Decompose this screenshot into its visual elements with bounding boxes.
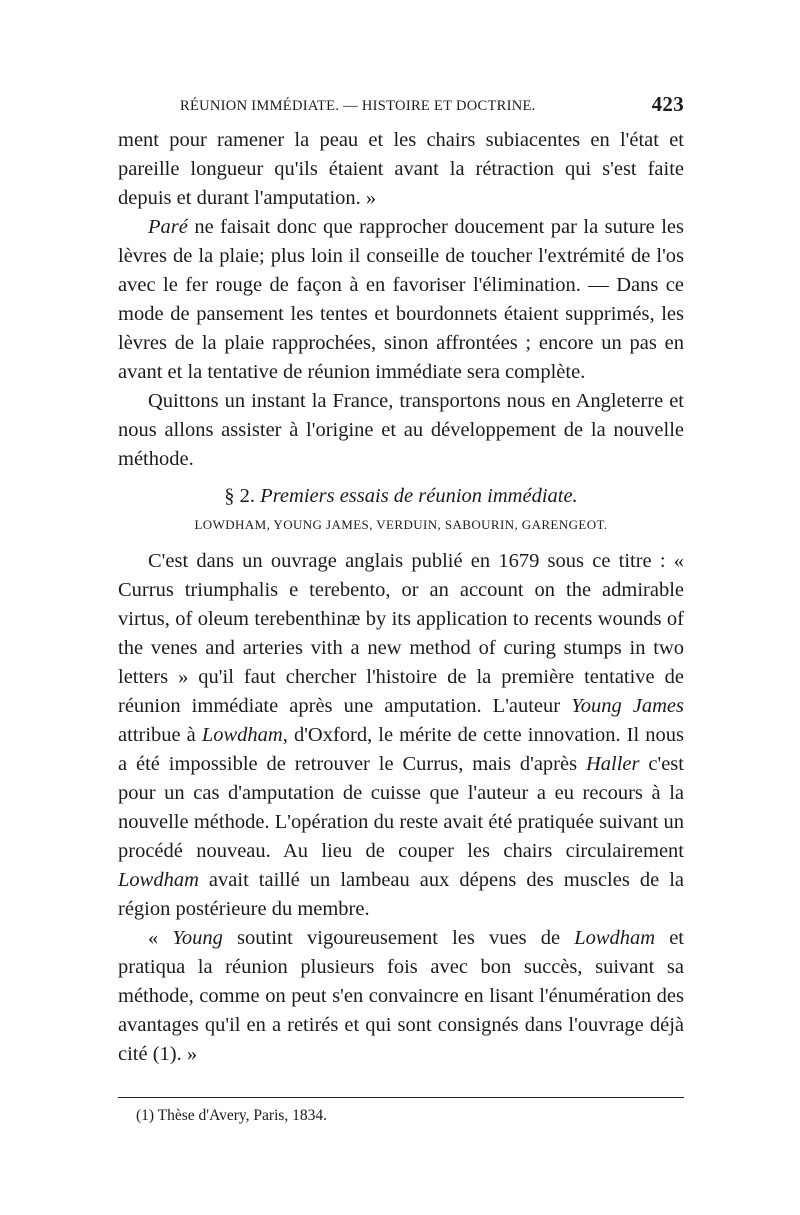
body-text	[118, 126, 684, 1069]
name-pare: Paré	[148, 216, 188, 238]
paragraph-5-text-a: «	[148, 927, 173, 949]
name-young: Young	[172, 927, 223, 949]
section-heading	[118, 482, 684, 511]
name-lowdham-3: Lowdham	[574, 927, 656, 949]
name-haller: Haller	[585, 753, 640, 775]
section-number: § 2.	[224, 485, 261, 507]
paragraph-1	[118, 126, 684, 213]
section-names: LOWDHAM, YOUNG JAMES, VERDUIN, SABOURIN, GARENGEOT.	[194, 517, 608, 532]
footnote: (1) Thèse d'Avery, Paris, 1834.	[136, 1107, 328, 1124]
name-lowdham: Lowdham	[201, 724, 283, 746]
paragraph-5-text-b: soutint vigoureusement les vues de	[222, 927, 575, 949]
footnote-rule	[118, 1097, 684, 1098]
paragraph-4	[118, 547, 684, 924]
name-lowdham-2: Lowdham	[118, 869, 199, 891]
running-title: RÉUNION IMMÉDIATE. — HISTOIRE ET DOCTRINE.	[180, 98, 536, 114]
paragraph-1-text: ment pour ramener la peau et les chairs subiacentes en l'état et pareille longueur qu'ils étaient avant la rétraction qui s'est faite depuis et durant l'amputation. »	[118, 129, 684, 209]
paragraph-4-text-b: attribue à	[118, 724, 202, 746]
paragraph-5-text-c: et pratiqua la réunion plusieurs fois avec bon succès, suivant sa méthode, comme on peut s'en convaincre en lisant l'énumération des avantages qu'il en a retirés et qui sont consignés dans l'ouvrage déjà cité (1). »	[118, 927, 685, 1065]
paragraph-2-text: ne faisait donc que rapprocher doucement par la suture les lèvres de la plaie; plus loin il conseille de toucher l'extrémité de l'os avec le fer rouge de façon à en favoriser l'élimination. — Dans ce mode de pansement les tentes et bourdonnets étaient supprimés, les lèvres de la plaie rapprochées, sinon affrontées ; encore un pas en avant et la tentative de réunion immédiate sera complète.	[118, 216, 684, 383]
paragraph-2	[118, 213, 684, 387]
paragraph-3-text: Quittons un instant la France, transportons nous en Angleterre et nous allons assister à l'origine et au développement de la nouvelle méthode.	[118, 390, 684, 470]
section-title-text: Premiers essais de réunion immédiate.	[260, 485, 578, 507]
paragraph-3	[118, 387, 684, 474]
paragraph-5	[118, 924, 684, 1069]
paragraph-4-text-c: , d'Oxford, le mérite de cette innovation. Il nous a été impossible de retrouver le Currus, mais d'après	[118, 724, 684, 775]
paragraph-4-text-a: C'est dans un ouvrage anglais publié en 1679 sous ce titre : « Currus triumphalis e terebento, or an account on the admirable virtus, of oleum terebenthinæ by its application to recents wounds of the venes and arteries vith a new method of curing stumps in two letters » qu'il faut chercher l'histoire de la première tentative de réunion immédiate après une amputation. L'auteur	[118, 550, 684, 717]
name-young-james: Young James	[571, 695, 685, 717]
page-number: 423	[651, 92, 684, 116]
paragraph-4-text-d: c'est pour un cas d'amputation de cuisse que l'auteur a eu recours à la nouvelle méthode. L'opération du reste avait été pratiquée suivant un procédé nouveau. Au lieu de couper les chairs circulairement	[118, 753, 684, 862]
paragraph-4-text-e: avait taillé un lambeau aux dépens des muscles de la région postérieure du membre.	[118, 869, 684, 920]
